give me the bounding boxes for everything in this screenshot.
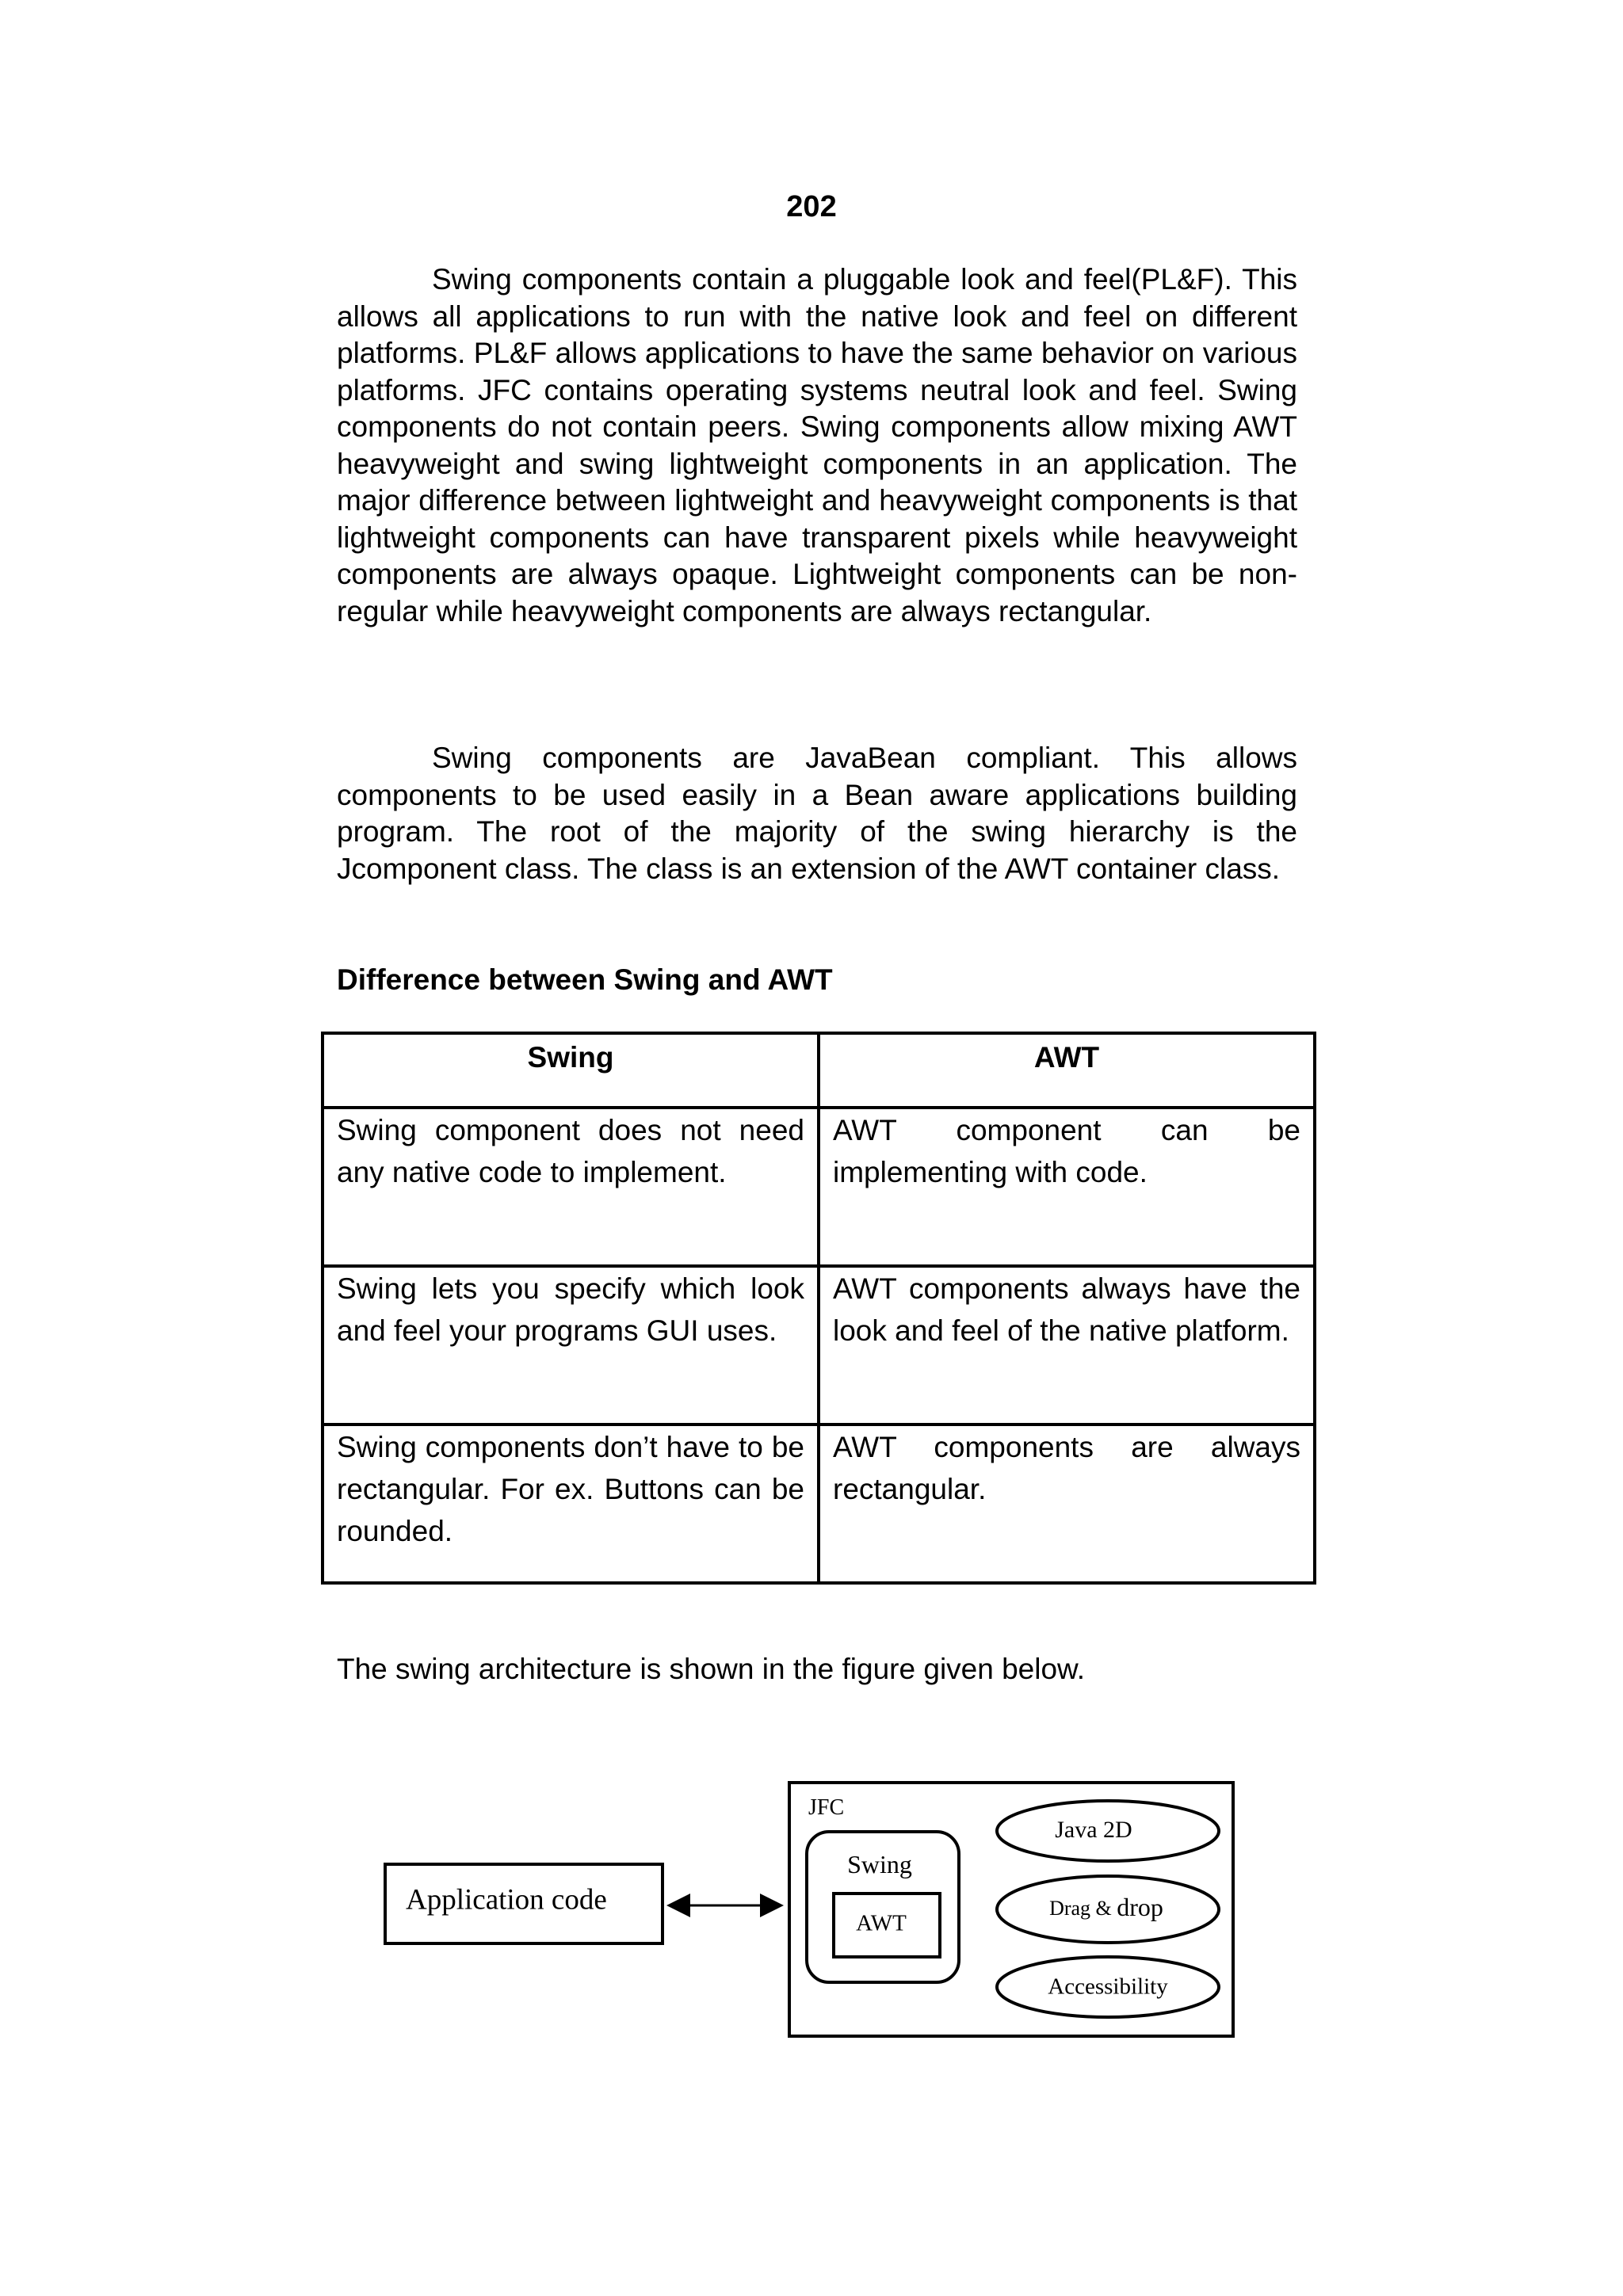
drag-and-drop-ellipse bbox=[997, 1876, 1219, 1943]
drop-label: drop bbox=[1117, 1893, 1163, 1922]
paragraph-javabean-compliance bbox=[337, 740, 1297, 887]
figure-caption: The swing architecture is shown in the figure given below. bbox=[337, 1653, 1086, 1685]
java2d-label: Java 2D bbox=[1055, 1816, 1132, 1843]
table-cell-swing: Swing lets you specify which look and feel your programs GUI uses. bbox=[323, 1266, 819, 1425]
page-number: 202 bbox=[786, 190, 837, 223]
jfc-box bbox=[789, 1783, 1233, 2036]
table-header-awt: AWT bbox=[819, 1033, 1315, 1108]
paragraph-pluggable-look-and-feel bbox=[337, 261, 1297, 630]
table-cell-awt: AWT component can be implementing with code. bbox=[819, 1108, 1315, 1266]
accessibility-ellipse bbox=[997, 1957, 1219, 2017]
section-heading: Difference between Swing and AWT bbox=[337, 963, 833, 996]
table-header-row bbox=[323, 1033, 1315, 1108]
application-code-box bbox=[385, 1864, 663, 1943]
paragraph-text: Swing components contain a pluggable look and feel(PL&F). This allows all applications to run with the native look and feel on different platforms. PL&F allows applications to have the same behavior on various platforms. JFC contains operating systems neutral look and feel. Swing components do not contain peers. Swing components allow mixing AWT heavyweight and swing lightweight components in an application. The major difference between lightweight and heavyweight components is that lightweight components can have transparent pixels while heavyweight components are always opaque. Lightweight components can be non-regular while heavyweight components are always rectangular. bbox=[337, 263, 1297, 627]
awt-box bbox=[834, 1894, 940, 1957]
jfc-label: JFC bbox=[808, 1795, 845, 1820]
table-cell-awt: AWT components are always rectangular. bbox=[819, 1425, 1315, 1583]
accessibility-label: Accessibility bbox=[1048, 1974, 1168, 2000]
drag-and-drop-label bbox=[1049, 1893, 1163, 1921]
table-header-swing: Swing bbox=[323, 1033, 819, 1108]
swing-label: Swing bbox=[847, 1850, 912, 1878]
drag-label-space bbox=[1112, 1897, 1117, 1920]
application-code-label: Application code bbox=[406, 1883, 607, 1917]
java2d-ellipse bbox=[997, 1801, 1219, 1861]
table-row bbox=[323, 1266, 1315, 1425]
drag-label-small: Drag & bbox=[1049, 1896, 1112, 1920]
paragraph-text: Swing components are JavaBean compliant. This allows components to be used easily in a Bean aware applications building program. The root of the majority of the swing hierarchy is the Jcomponent class. The class is an extension of the AWT container class. bbox=[337, 742, 1297, 885]
table-row bbox=[323, 1108, 1315, 1266]
table-cell-swing: Swing components don’t have to be rectangular. For ex. Buttons can be rounded. bbox=[323, 1425, 819, 1583]
table-cell-awt: AWT components always have the look and feel of the native platform. bbox=[819, 1266, 1315, 1425]
table-cell-swing: Swing component does not need any native code to implement. bbox=[323, 1108, 819, 1266]
awt-label: AWT bbox=[856, 1910, 907, 1936]
swing-box bbox=[807, 1832, 959, 1982]
comparison-table bbox=[321, 1032, 1316, 1585]
table-row bbox=[323, 1425, 1315, 1583]
